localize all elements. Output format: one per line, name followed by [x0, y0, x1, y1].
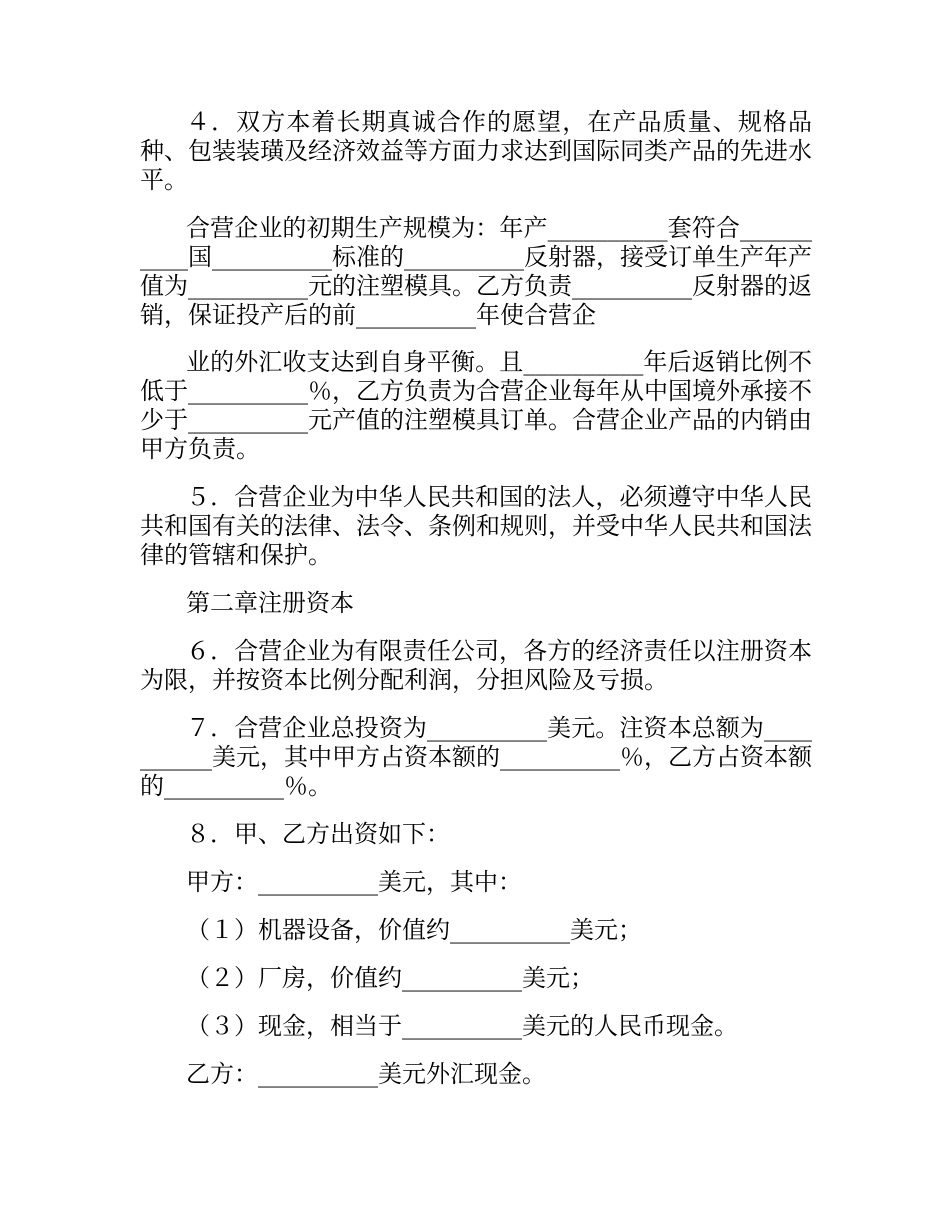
paragraph-production-scale: 合营企业的初期生产规模为：年产__________套符合__________国__________标准的__________反射器，接受订单生产年产值为__________元的注塑模具。乙方负责__________反射器的返销，保证投产后的前__________年使合营企 [140, 214, 812, 329]
paragraph-article-5: ５．合营企业为中华人民共和国的法人，必须遵守中华人民共和国有关的法律、法令、条例和规则，并受中华人民共和国法律的管辖和保护。 [140, 483, 812, 569]
party-a-item-1: （１）机器设备，价值约__________美元； [186, 916, 642, 944]
party-a-contribution: 甲方：__________美元，其中： [186, 868, 522, 896]
paragraph-foreign-exchange: 业的外汇收支达到自身平衡。且__________年后返销比例不低于__________％，乙方负责为合营企业每年从中国境外承接不少于__________元产值的注塑模具订单。合营企业产品的内销由甲方负责。 [140, 348, 812, 463]
paragraph-article-6: ６．合营企业为有限责任公司，各方的经济责任以注册资本为限，并按资本比例分配利润，分担风险及亏损。 [140, 637, 812, 694]
document-page [140, 108, 812, 1108]
paragraph-article-4: ４．双方本着长期真诚合作的愿望，在产品质量、规格品种、包装装璜及经济效益等方面力求达到国际同类产品的先进水平。 [140, 108, 812, 194]
chapter-heading: 第二章注册资本 [186, 589, 354, 617]
party-a-item-2: （２）厂房，价值约__________美元； [186, 964, 594, 992]
paragraph-article-7: ７．合营企业总投资为__________美元。注资本总额为__________美元，其中甲方占资本额的__________％，乙方占资本额的__________％。 [140, 714, 812, 800]
party-b-contribution: 乙方：__________美元外汇现金。 [186, 1060, 546, 1088]
party-a-item-3: （３）现金，相当于__________美元的人民币现金。 [186, 1012, 738, 1040]
paragraph-article-8: ８．甲、乙方出资如下： [186, 820, 450, 848]
